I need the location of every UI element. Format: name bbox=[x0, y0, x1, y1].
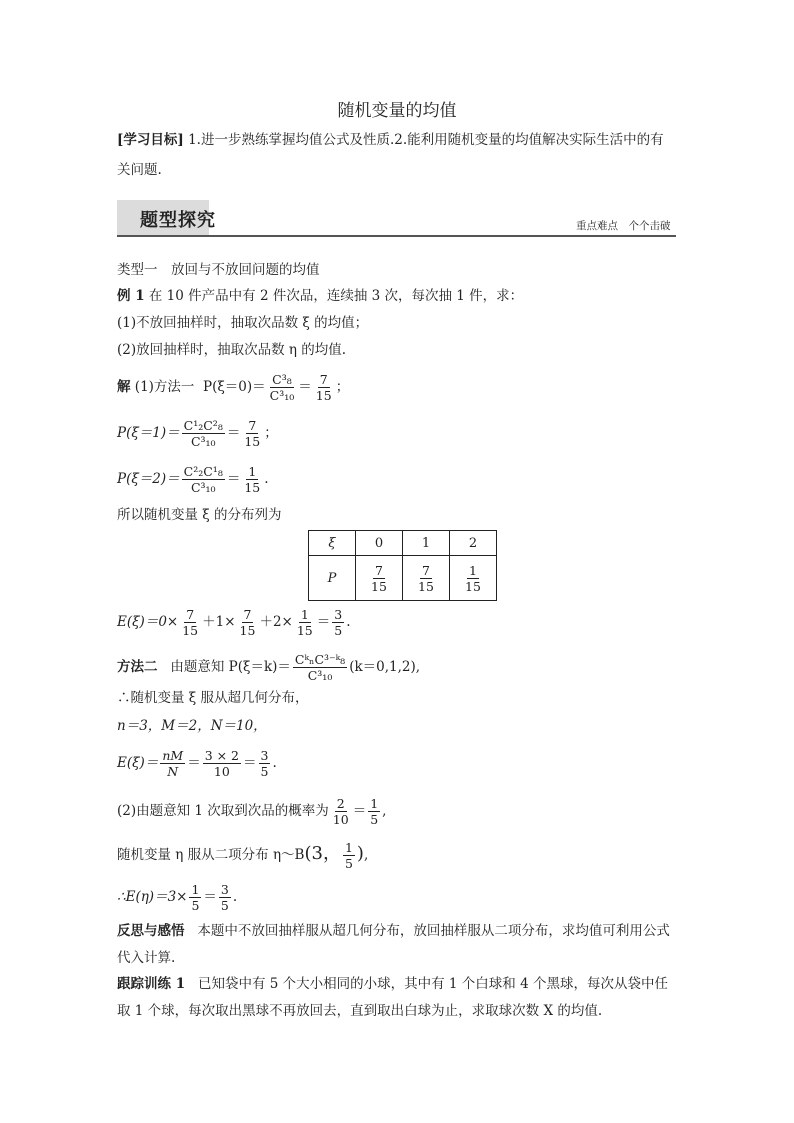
table-row bbox=[309, 531, 497, 556]
table-cell: P bbox=[309, 556, 356, 601]
p0-result: $\frac{7}{15}$ bbox=[315, 372, 332, 403]
reflection bbox=[117, 918, 677, 972]
table-row bbox=[309, 556, 497, 601]
reflection-label: 反思与感悟 bbox=[117, 923, 185, 939]
table-cell: $\frac{1}{15}$ bbox=[450, 556, 497, 601]
reflection-text: 本题中不放回抽样服从超几何分布，放回抽样服从二项分布，求均值可利用公式代入计算. bbox=[117, 923, 670, 966]
table-cell: 1 bbox=[403, 531, 450, 556]
solution-p0: 解 (1)方法一 P(ξ＝0)＝ $\frac{\text{C³₈}}{\text{C³₁₀}}$ ＝ $\frac{7}{15}$ ； bbox=[117, 372, 350, 403]
p2-fraction: $\frac{\text{C²₂C¹₈}}{\text{C³₁₀}}$ bbox=[183, 464, 223, 495]
solution-p1: P(ξ＝1)＝ $\frac{\text{C¹₂C²₈}}{\text{C³₁₀}}$ ＝ $\frac{7}{15}$ ； bbox=[117, 418, 278, 449]
p1-result: $\frac{7}{15}$ bbox=[244, 418, 261, 449]
practice bbox=[117, 971, 677, 1025]
table-cell: ξ bbox=[309, 531, 356, 556]
p2-result: $\frac{1}{15}$ bbox=[244, 464, 261, 495]
table-cell: $\frac{7}{15}$ bbox=[356, 556, 403, 601]
example-q1: (1)不放回抽样时，抽取次品数 ξ 的均值； bbox=[117, 315, 369, 331]
hypergeometric-note: ∴随机变量 ξ 服从超几何分布， bbox=[117, 690, 309, 706]
example-1 bbox=[117, 286, 523, 306]
learning-goals bbox=[117, 125, 677, 185]
goals-label: [学习目标] bbox=[117, 132, 184, 148]
section-title: 题型探究 bbox=[140, 210, 216, 231]
example-text: 在 10 件产品中有 2 件次品，连续抽 3 次，每次抽 1 件，求： bbox=[148, 288, 524, 304]
p0-lhs: P(ξ＝0)＝ bbox=[203, 379, 266, 395]
p0-fraction: $\frac{\text{C³₈}}{\text{C³₁₀}}$ bbox=[269, 372, 295, 403]
method2: 方法二 由题意知 P(ξ＝k)＝ $\frac{\text{CᵏₙC³⁻ᵏ₈}}{\text{C³₁₀}}$ (k＝0,1,2), bbox=[117, 652, 421, 683]
goals-text: 1.进一步熟练掌握均值公式及性质.2.能利用随机变量的均值解决实际生活中的有关问题. bbox=[117, 132, 664, 178]
table-cell: $\frac{7}{15}$ bbox=[403, 556, 450, 601]
table-cell: 0 bbox=[356, 531, 403, 556]
type-heading: 类型一 放回与不放回问题的均值 bbox=[117, 262, 320, 278]
expectation-1: E(ξ)＝0× $\frac{7}{15}$ ＋1× $\frac{7}{15}$ ＋2× $\frac{1}{15}$ ＝ $\frac{3}{5}$ . bbox=[117, 607, 351, 638]
practice-text: 已知袋中有 5 个大小相同的小球，其中有 1 个白球和 4 个黑球，每次从袋中任取 1 个球，每次取出黑球不再放回去，直到取出白球为止，求取球次数 X 的均值. bbox=[117, 976, 668, 1019]
table-cell: 2 bbox=[450, 531, 497, 556]
example-label: 例 1 bbox=[117, 288, 145, 304]
part2: (2)由题意知 1 次取到次品的概率为 $\frac{2}{10}$ ＝ $\frac{1}{5}$ , bbox=[117, 796, 387, 827]
expectation-3: ∴E(η)＝3× $\frac{1}{5}$ ＝ $\frac{3}{5}$ . bbox=[117, 882, 238, 913]
expectation-2: E(ξ)＝ $\frac{nM}{N}$ ＝ $\frac{3 \times 2}{10}$ ＝ $\frac{3}{5}$ . bbox=[117, 748, 277, 779]
example-q2: (2)放回抽样时，抽取次品数 η 的均值. bbox=[117, 342, 347, 358]
section-divider bbox=[117, 235, 676, 237]
section-subtitle: 重点难点 个个击破 bbox=[576, 220, 671, 232]
method2-label: 方法二 bbox=[117, 659, 158, 675]
solution-p2: P(ξ＝2)＝ $\frac{\text{C²₂C¹₈}}{\text{C³₁₀}}$ ＝ $\frac{1}{15}$ . bbox=[117, 464, 269, 495]
distribution-intro: 所以随机变量 ξ 的分布列为 bbox=[117, 507, 282, 523]
binomial: 随机变量 η 服从二项分布 η～B(3， $\frac{1}{5}$ ), bbox=[117, 840, 369, 871]
p1-fraction: $\frac{\text{C¹₂C²₈}}{\text{C³₁₀}}$ bbox=[183, 418, 223, 449]
distribution-table bbox=[308, 530, 497, 601]
page-title: 随机变量的均值 bbox=[337, 101, 457, 121]
solution-label: 解 bbox=[117, 379, 131, 395]
practice-label: 跟踪训练 1 bbox=[117, 976, 186, 992]
method1-label: (1)方法一 bbox=[134, 379, 195, 395]
parameters: n＝3，M＝2，N＝10， bbox=[117, 718, 267, 734]
